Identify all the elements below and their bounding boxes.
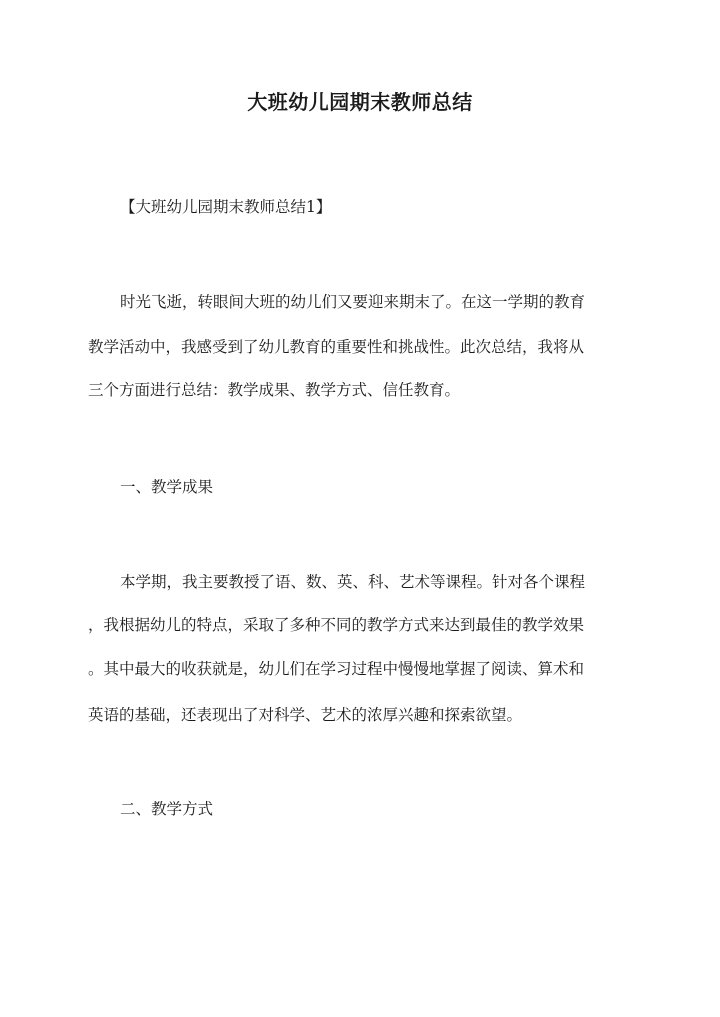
- paragraph-1-line-1: 时光飞逝，转眼间大班的幼儿们又要迎来期末了。在这一学期的教育: [120, 293, 586, 311]
- paragraph-2-line-3: 。其中最大的收获就是，幼儿们在学习过程中慢慢地掌握了阅读、算术和: [88, 660, 585, 678]
- paragraph-2-line-2: ，我根据幼儿的特点，采取了多种不同的教学方式来达到最佳的教学效果: [88, 616, 585, 634]
- section-label: 【大班幼儿园期末教师总结1】: [120, 198, 332, 216]
- paragraph-1-line-3: 三个方面进行总结：教学成果、教学方式、信任教育。: [88, 381, 461, 399]
- heading-teaching-results: 一、教学成果: [120, 478, 214, 496]
- paragraph-1-line-2: 教学活动中，我感受到了幼儿教育的重要性和挑战性。此次总结，我将从: [88, 338, 585, 356]
- paragraph-2-line-1: 本学期，我主要教授了语、数、英、科、艺术等课程。针对各个课程: [120, 573, 586, 591]
- heading-teaching-methods: 二、教学方式: [120, 800, 214, 818]
- document-title: 大班幼儿园期末教师总结: [247, 90, 473, 114]
- paragraph-2-line-4: 英语的基础，还表现出了对科学、艺术的浓厚兴趣和探索欲望。: [88, 706, 523, 724]
